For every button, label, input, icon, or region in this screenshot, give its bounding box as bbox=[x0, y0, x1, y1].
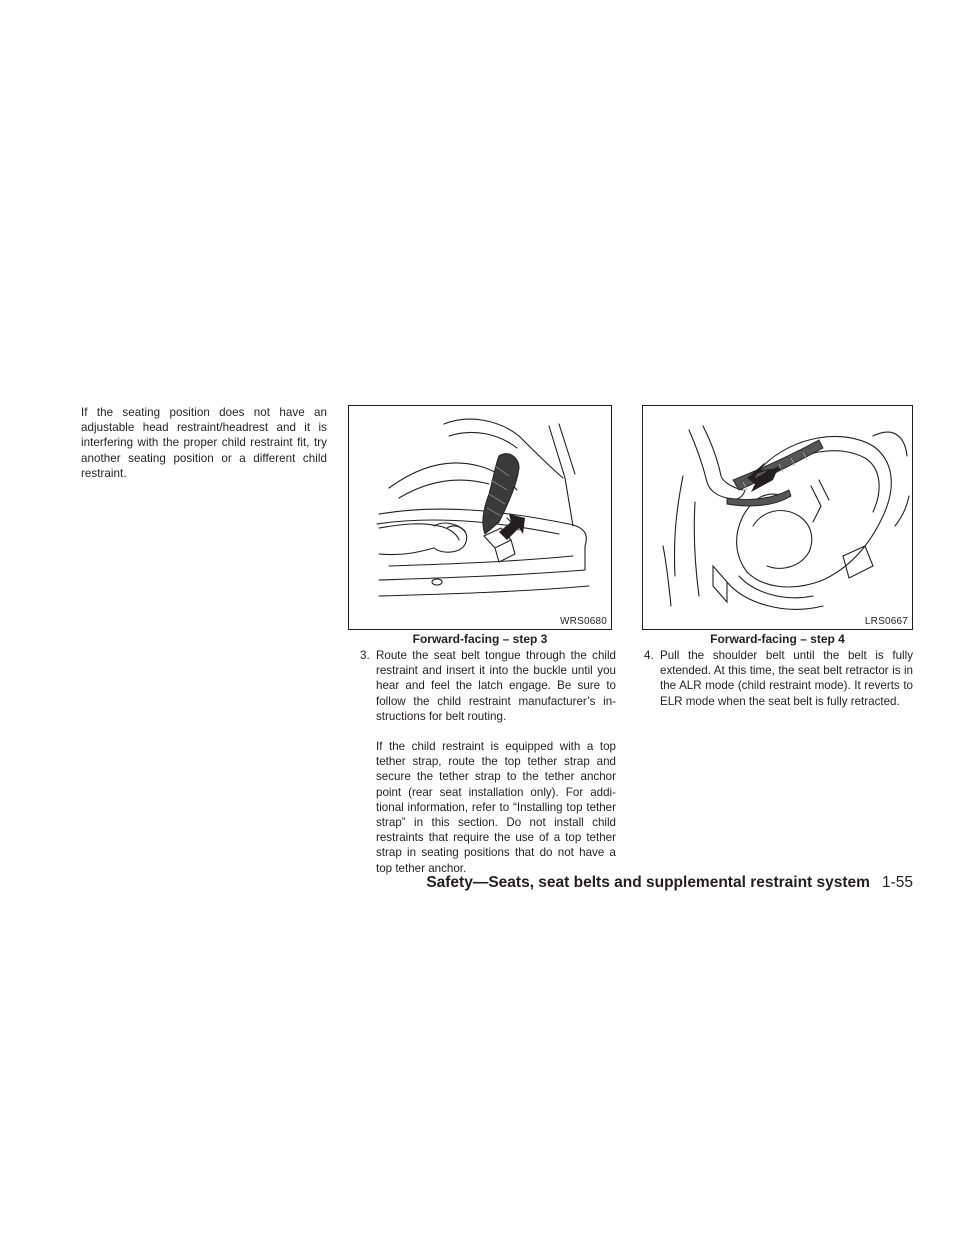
seat-belt-buckle-illustration bbox=[349, 406, 611, 629]
page-number: 1-55 bbox=[881, 874, 913, 891]
page-footer bbox=[426, 874, 913, 892]
step-text: Route the seat belt tongue through the child restraint and insert it into the buckle until you hear and feel the latch engage. Be sure to follow the child restraint manufacturer’s in-structions for belt routing. bbox=[376, 649, 616, 723]
step-number: 3. bbox=[360, 649, 370, 662]
figure-forward-facing-step-3 bbox=[348, 405, 612, 630]
figure-caption: Forward-facing – step 3 bbox=[412, 632, 548, 646]
figure-forward-facing-step-4 bbox=[642, 405, 913, 630]
figure-code: WRS0680 bbox=[560, 616, 607, 627]
step-text: Pull the shoulder belt until the belt is fully extended. At this time, the seat belt retractor is in the ALR mode (child restraint mode). It reverts to ELR mode when the seat belt is fully retracted. bbox=[660, 649, 913, 708]
figure-caption: Forward-facing – step 4 bbox=[710, 632, 845, 646]
shoulder-belt-illustration bbox=[643, 406, 912, 629]
step-subtext: If the child restraint is equipped with a top tether strap, route the top tether strap and secure the tether strap to the tether anchor point (rear seat installation only). For addi-tional information, refer to “Installing top tether strap” in this section. Do not install child restraints that require the use of a top tether strap in seating positions that do not have a top tether anchor. bbox=[376, 740, 616, 875]
section-title: Safety—Seats, seat belts and supplemental restraint system bbox=[426, 874, 870, 891]
step-4 bbox=[644, 648, 913, 709]
step-number: 4. bbox=[644, 649, 654, 662]
figure-code: LRS0667 bbox=[864, 616, 908, 627]
step-3 bbox=[360, 648, 616, 876]
intro-paragraph: If the seating position does not have an adjustable head restraint/headrest and it is interfering with the proper child restraint fit, try another seating position or a different child restraint. bbox=[81, 406, 327, 480]
